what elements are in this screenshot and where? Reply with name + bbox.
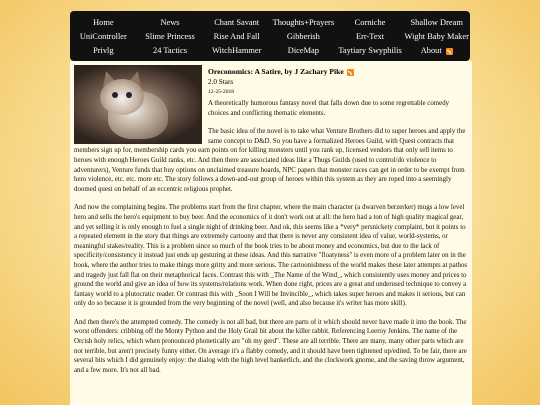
nav-item-privlg[interactable]: Privlg (93, 46, 114, 55)
nav-row-3 (70, 44, 470, 58)
nav-item-thoughts-prayers[interactable]: Thoughts+Prayers (272, 18, 335, 27)
kitten-eye-right (126, 92, 132, 98)
review-date: 12-25-2018 (208, 89, 235, 95)
kitten-head (100, 79, 144, 115)
nav-item-gibberish[interactable]: Gibberish (286, 32, 320, 41)
nav-item-rise-and-fall[interactable]: Rise And Fall (213, 32, 260, 41)
review-paragraph: And now the complaining begins. The problems start from the first chapter, where the main character (a dwarven berzerker) mugs a low level hero and sells the hero's equipment to buy beer. And the economics of it don't work out at all: the hero had a ton of high quality magical gear, and yet selling it is only enough to fuel a single night of drinking beer. And ok, this seems like a *very* persnickety complaint, but it points to a repeated element in the story that things are extremely cartoony and that there is never any consistent idea of value, world-systems, or meaningful stakes/reality. This is a problem since so much of the book tries to be about money and economics, but due to the lack of specificity/consistency it instead just ends up gesturing at these ideas. And this narrative "floatyness" is even more of a problem later on in the book, where the author tries to make things more gritty and more serious. The cartoonishness of the world makes these later attempts at pathos and tragedy just fall flat on their metaphorical faces. Contrast this with _The Name of the Wind_, which consistently uses money and prices to ground the world and give an idea of how its systems/relations work. When done right, prices are a great and underused technique to convey a fantasy world to a plutocratic reader. Or contrast this with _Soon I Will be Invincible_, which takes super heroes and makes it serious, but can only do so because it is grounded from the very beginning of the novel (well, and also because it's writer has more skill). (74, 204, 468, 308)
review-title: Oreconomics: A Satire, by J Zachary Pike (208, 67, 344, 76)
rss-icon[interactable] (347, 69, 354, 76)
nav-item-news[interactable]: News (160, 18, 180, 27)
nav-item-shallow-dream[interactable]: Shallow Dream (410, 18, 463, 27)
nav-item-err-text[interactable]: Err-Text (355, 32, 385, 41)
nav-item-chant-savant[interactable]: Chant Savant (214, 18, 260, 27)
nav-item-about-wrap (403, 44, 470, 58)
nav-item-wight-baby-maker[interactable]: Wight Baby Maker (404, 32, 469, 41)
kitten-photo (74, 65, 202, 144)
top-navigation (70, 11, 470, 61)
nav-row-1 (70, 16, 470, 30)
nav-item-home[interactable]: Home (93, 18, 114, 27)
nav-item-taytiary-swyphilis[interactable]: Taytiary Swyphilis (338, 46, 402, 55)
nav-item-slime-princess[interactable]: Slime Princess (145, 32, 195, 41)
nav-item-witchhammer[interactable]: WitchHammer (211, 46, 262, 55)
nav-item-unicontroller[interactable]: UniController (79, 32, 127, 41)
review-paragraph: And then there's the attempted comedy. The comedy is not all bad, but there are parts of it which should never have made it into the book. The worst offenders: cribbing off the Monty Python and the Holy Grail bit about the killer rabbit. Referencing Leeroy Jenkins. The name of the Orcish holy relics, which when pronounced phonetically are "oh my gerd". These are all terrible. There are many, many other parts which are not terrible, but aren't precisely funny either. On average it's a flabby comedy, and it should have been tightened up/edited. To be fair, there are several bits which I did genuinely enjoy: the dialog with the high level bankerlich, and the clockwork gnome, and the saving throw argument, and a few more. It's not all bad. (74, 318, 467, 374)
kitten-eye-left (112, 92, 118, 98)
review-content (70, 61, 472, 405)
review-paragraph: The basic idea of the novel is to take what Venture Brothers did to super heroes and apply the same concept to D&D. So you have a formalized Heroes Guild, with Quest contracts that members sign up for, membership cards you earn points on for killing monsters until you rank up, licensed vendors that only sell items to heroes with enough Heroes Guild ranks, etc. And then there are associated ideas like a Thugs Guilds (used to control/do violence to adventurers), Venture funds that buy options on unclaimed treasure hoards, NPC papers that monster races can get in order to be exempt from hero violence, etc. etc. more etc. The story follows a down-and-out group of heroes within this system as they are roped into a seemingly doomed quest on behalf of an eccentric religious prophet. (74, 128, 466, 193)
nav-item-corniche[interactable]: Corniche (354, 18, 386, 27)
review-rating: 2.0 Stars (208, 78, 234, 86)
nav-item-24-tactics[interactable]: 24 Tactics (153, 46, 187, 55)
rss-icon[interactable] (446, 48, 453, 55)
review-paragraph: A theoretically humorous fantasy novel that falls down due to some regrettable comedy choices and conflicting thematic elements. (208, 100, 450, 117)
nav-item-about[interactable]: About (420, 46, 442, 55)
nav-row-2 (70, 30, 470, 44)
nav-item-dicemap[interactable]: DiceMap (287, 46, 319, 55)
